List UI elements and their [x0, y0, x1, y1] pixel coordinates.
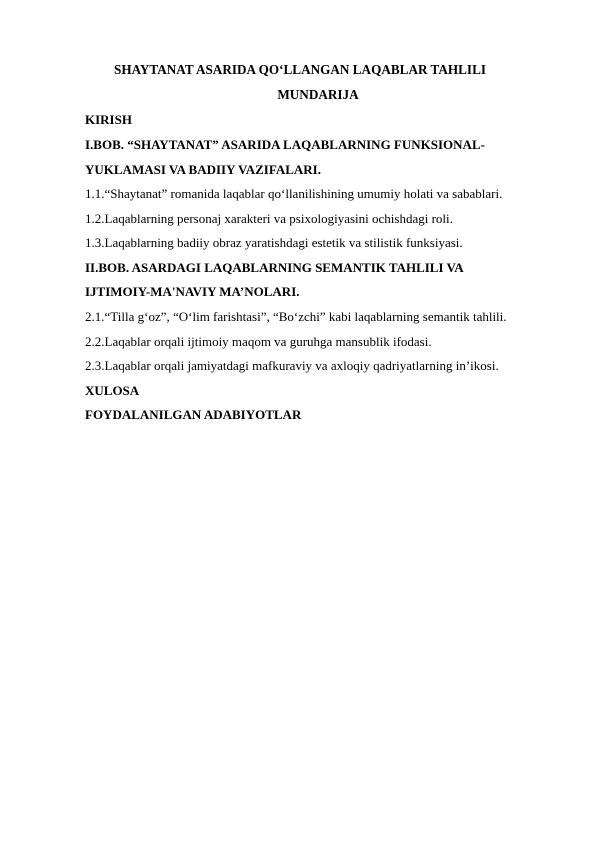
toc-item-1-2: 1.2.Laqablarning personaj xarakteri va psixologiyasini ochishdagi roli. [85, 211, 453, 226]
document-title: SHAYTANAT ASARIDA QO‘LLANGAN LAQABLAR TAHLILI [113, 62, 486, 77]
toc-item-2-1: 2.1.“Tilla g‘oz”, “O‘lim farishtasi”, “Bo‘zchi” kabi laqablarning semantik tahlili. [85, 309, 507, 324]
toc-item-references: FOYDALANILGAN ADABIYOTLAR [85, 407, 302, 422]
toc-item-chapter-1-line-1: I.BOB. “SHAYTANAT” ASARIDA LAQABLARNING FUNKSIONAL- [85, 137, 485, 152]
toc-item-2-2: 2.2.Laqablar orqali ijtimoiy maqom va guruhga mansublik ifodasi. [85, 334, 432, 349]
toc-item-chapter-1-line-2: YUKLAMASI VA BADIIY VAZIFALARI. [85, 162, 321, 177]
toc-item-2-3: 2.3.Laqablar orqali jamiyatdagi mafkuraviy va axloqiy qadriyatlarning in’ikosi. [85, 358, 499, 373]
toc-item-chapter-2-line-1: II.BOB. ASARDAGI LAQABLARNING SEMANTIK TAHLILI VA [85, 260, 464, 275]
toc-item-chapter-2-line-2: IJTIMOIY-MA'NAVIY MA’NOLARI. [85, 284, 300, 299]
toc-item-conclusion: XULOSA [85, 383, 140, 398]
toc-item-introduction: KIRISH [85, 112, 132, 127]
toc-item-1-1: 1.1.“Shaytanat” romanida laqablar qo‘llanilishining umumiy holati va sabablari. [85, 186, 503, 201]
toc-item-1-3: 1.3.Laqablarning badiiy obraz yaratishdagi estetik va stilistik funksiyasi. [85, 235, 463, 250]
contents-heading: MUNDARIJA [277, 87, 359, 102]
